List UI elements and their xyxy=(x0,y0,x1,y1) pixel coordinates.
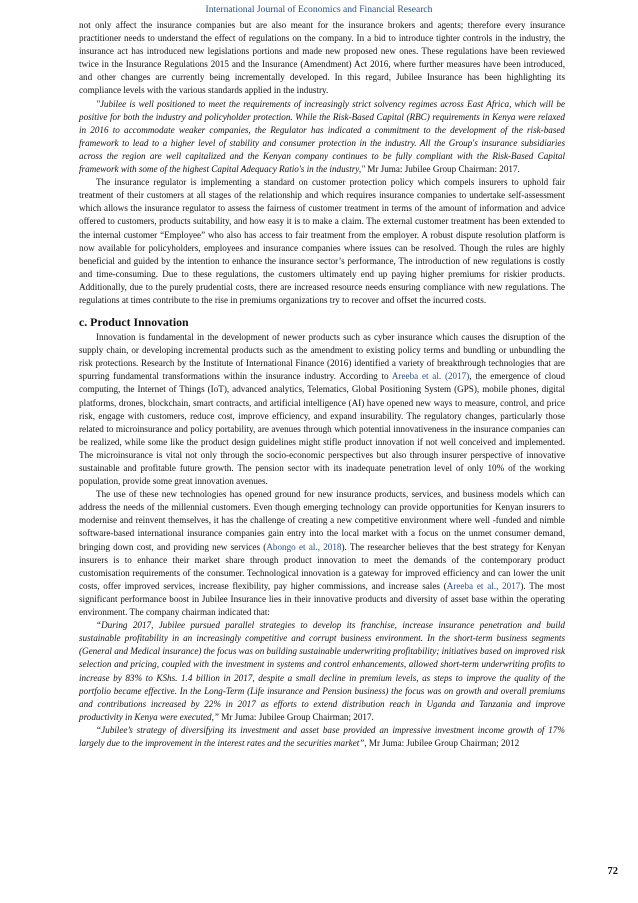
paragraph-innovation xyxy=(79,331,565,488)
journal-header: International Journal of Economics and Financial Research xyxy=(205,4,433,15)
citation-link[interactable]: Areeba et al. (2017) xyxy=(391,371,470,382)
quote-attribution: Mr Juma: Jubilee Group Chairman: 2017. xyxy=(364,164,520,175)
paragraph-new-technologies xyxy=(79,488,565,619)
paragraph-customer-protection: The insurance regulator is implementing a standard on customer protection policy which compels insurers to uphold fair treatment of their customers at all stages of the relationship and which requires insurance companies to undertake self-assessment which allows the insurance regulator to assess the fairness of customer treatment in terms of the amount of information and advice offered to customers, products suitability, and how easy it is to make a claim. The external customer treatment has been extended to the internal customer “Employee” who also has access to fair treatment from the employer. A robust dispute resolution platform is now available for policyholders, employees and insurance companies where issues can be resolved. Though the rules are highly beneficial and guided by the intention to enhance the insurance sector’s performance, The introduction of new regulations is costly and time-consuming. Due to these regulations, the customers ultimately end up paying higher premiums for riskier products. Additionally, due to the purely prudential costs, there are increased resource needs ensuring compliance with new regulations. The regulations at times contribute to the rise in premiums organizations try to recover and offset the incurred costs. xyxy=(79,177,565,305)
text-run: ). The researcher believes that the best strategy for Kenyan insurers is to enhance their market share through product innovation to meet the demands of the contemporary product customisation requirements of the consumer. Technological innovation is a gateway for improved efficiency and can lower the unit costs, offer improved services, increase flexibility, pay higher commissions, and increase sales ( xyxy=(79,541,566,591)
citation-link[interactable]: Areeba et al., 2017 xyxy=(446,580,521,591)
chairman-quote-strategies xyxy=(79,619,565,724)
quote-text: "Jubilee is well positioned to meet the requirements of increasingly strict solvency regimes across East Africa, which will be positive for both the industry and policyholder protection. While the Risk-Based Capital (RBC) requirements in Kenya were relaxed in 2016 to accommodate weaker companies, the Regulator has indicated a commitment to the development of the risk-based framework to lead to a higher level of stability and consumer protection in the industry. All the Group's insurance subsidiaries across the region are well capitalized and the Kenyan company continues to be fully compliant with the Risk-Based Capital framework with some of the highest Capital Adequacy Ratio's in the industry," xyxy=(79,98,565,175)
text-run: , the emergence of cloud computing, the Internet of Things (IoT), advanced analytics, Telematics, Global Positioning System (GPS), mobile phones, digital platforms, drones, blockchain, smart contracts, and artificial intelligence (AI) have opened new ways to measure, control, and price risk, engage with customers, reduce cost, improve efficiency, and expand insurability. The regulatory changes, particularly those related to microinsurance and policy portability, are avenues through which potential innovativeness in the insurance companies can be realized, while some like the product design guidelines might stifle product innovation if not well conceived and implemented. The microinsurance is vital not only through the socio-economic perspectives but also through insurer perspective of innovative sustainable and profitable future growth. The pension sector with its inadequate penetration level of only 10% of the working population, provide some great innovation avenues. xyxy=(79,371,566,487)
text-run: The use of these new technologies has opened ground for new insurance products, services, and business models which can address the needs of the millennial customers. Even though emerging technology can provide opportunities for Kenyan insurers to modernise and reinvent themselves, it has the challenge of creating a new competitive environment where well -funded and nimble software-based international insurance companies gain entry into the local market with a focus on the unmet consumer demand, bringing down cost, and providing new services ( xyxy=(79,489,565,552)
page-number: 72 xyxy=(607,866,618,877)
paragraph-regulations-intro: not only affect the insurance companies but are also meant for the insurance brokers and agents; therefore every insurance practitioner needs to understand the effect of regulations on the company. In a bid to introduce tighter controls in the industry, the insurance act has introduced new legislations portions and made new proposed new ones. These regulations have been reviewed twice in the Insurance Regulations 2015 and the Insurance (Amendment) Act 2016, where further measures have been introduced, and other changes are currently being incrementally developed. In this regard, Jubilee Insurance has been highlighting its compliance levels with the various standards applied in the industry. xyxy=(79,20,565,96)
article-body xyxy=(79,19,565,750)
quote-text: “During 2017, Jubilee pursued parallel strategies to develop its franchise, increase insurance penetration and build sustainable profitability in an increasingly competitive and corrupt business environment. In the short-term business segments (General and Medical insurance) the focus was on building sustainable underwriting profitability; initiatives based on improved risk selection and pricing, coupled with the investment in systems and control enhancements, allowed short-term underwriting profits to increase by 83% to KShs. 1.4 billion in 2017, despite a small decline in premium levels, as steps to improve the quality of the portfolio became effective. In the Long-Term (Life insurance and Pension business) the focus was on growth and overall premiums and contributions increased by 22% in 2017 as efforts to extend distribution reach in Uganda and Tanzania and improve productivity in Kenya were executed,” xyxy=(79,620,565,722)
text-run: Innovation is fundamental in the development of newer products such as cyber insurance which causes the disruption of the supply chain, or developing incremental products such as the amendment to existing policy terms and bundling or unbundling the risk protections. Research by the Institute of International Finance (2016) identified a variety of breakthrough technologies that are spurring fundamental transformations within the insurance industry. According to xyxy=(79,332,565,382)
citation-link[interactable]: Abongo et al., 2018 xyxy=(266,541,342,552)
section-heading-product-innovation: c. Product Innovation xyxy=(79,315,189,330)
chairman-quote-investment xyxy=(79,724,565,750)
quote-attribution: , Mr Juma: Jubilee Group Chairman; 2012 xyxy=(364,737,520,748)
quote-attribution: Mr Juma: Jubilee Group Chairman; 2017. xyxy=(218,711,374,722)
quote-text: “Jubilee’s strategy of diversifying its investment and asset base provided an impressive investment income growth of 17% largely due to the improvement in the interest rates and the securities market” xyxy=(79,724,565,748)
chairman-quote-solvency xyxy=(79,98,565,177)
text-run: ). The most significant performance boost in Jubilee Insurance lies in their innovative products and diversity of asset base within the operating environment. The company chairman indicated that: xyxy=(79,580,565,618)
